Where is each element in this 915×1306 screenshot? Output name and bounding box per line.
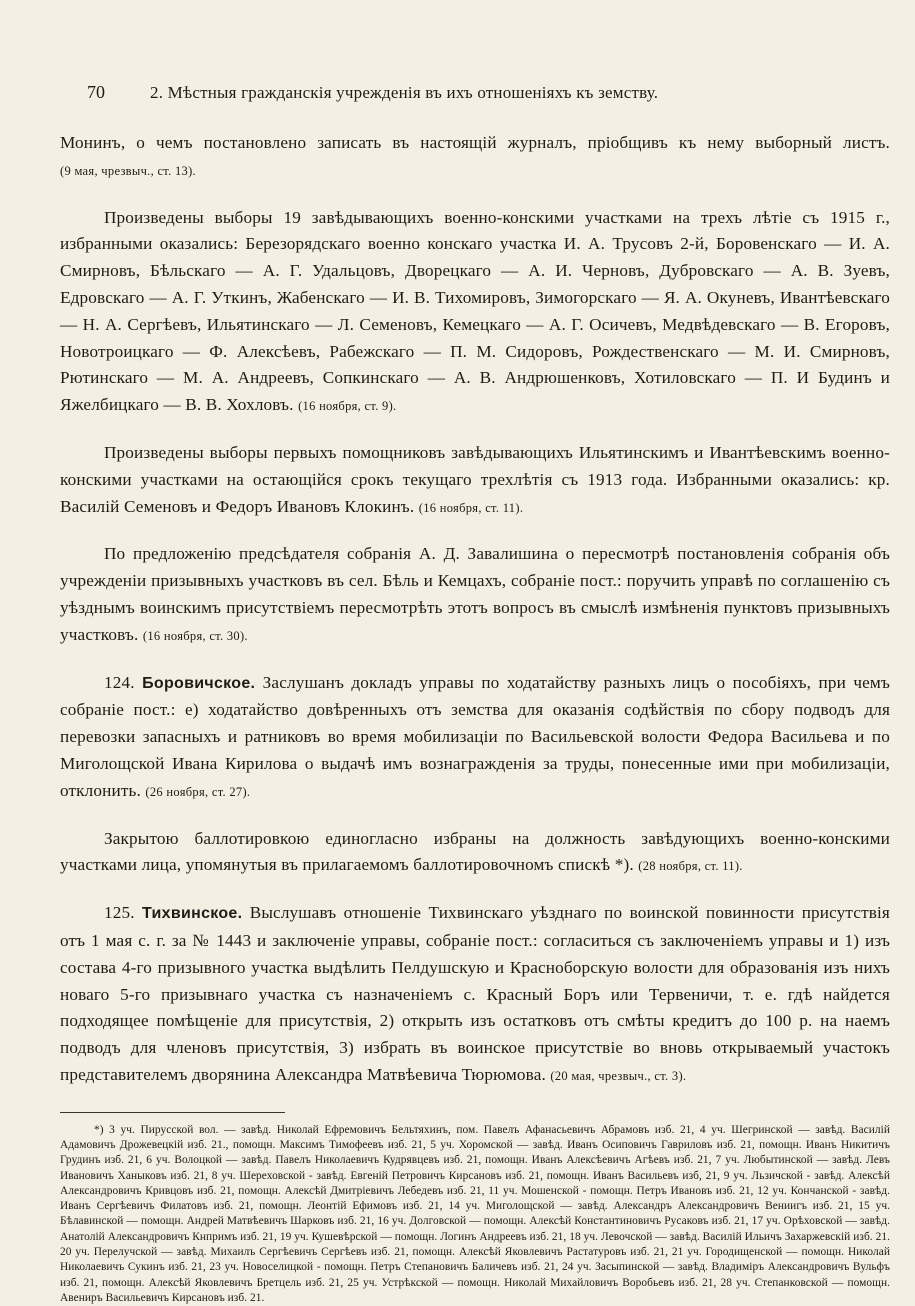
session-reference: (20 мая, чрезвыч., ст. 3). <box>550 1068 687 1083</box>
paragraph-6 <box>60 826 890 881</box>
paragraph-text: По предложенію предсѣдателя собранія А. Д. Завалишина о пересмотрѣ постановленія собранія объ учрежденіи призывныхъ участковъ въ сел. Бѣль и Кемцахъ, собраніе пост.: поручить управѣ по соглашенію съ уѣзднымъ воинскимъ присутствіемъ пересмотрѣть этотъ вопросъ въ смыслѣ измѣненія пунктовъ призывныхъ участковъ. <box>60 544 890 644</box>
paragraph-text: Заслушанъ докладъ управы по ходатайству разныхъ лицъ о пособіяхъ, при чемъ собраніе пост.: е) ходатайство довѣренныхъ отъ земства для оказанія содѣйствія по сбору подводъ для перевозки запасныхъ и ратниковъ во время мобилизаціи по Васильевской волости Федора Васильева и по Миголощской Ивана Кирилова о выдачѣ имъ вознагражденія за труды, понесенные ими при мобилизаціи, отклонить. <box>60 672 890 800</box>
paragraph-text: Произведены выборы первыхъ помощниковъ завѣдывающихъ Ильятинскимъ и Ивантѣевскимъ военно-конскими участками на остающійся срокъ текущаго трехлѣтія съ 1913 года. Избранными оказались: кр. Василій Семеновъ и Федоръ Ивановъ Клокинъ. <box>60 442 890 516</box>
section-124 <box>60 670 890 806</box>
document-page <box>60 82 890 1306</box>
session-reference: (16 ноября, ст. 11). <box>418 500 524 515</box>
section-number: 124. <box>104 672 135 692</box>
paragraph-text: Закрытою баллотировкою единогласно избраны на должность завѣдующихъ военно-конскими участками лица, упомянутыя въ прилагаемомъ баллотировочномъ спискѣ *). <box>60 828 890 875</box>
running-title: 2. Мѣстныя гражданскія учрежденія въ ихъ отношеніяхъ къ земству. <box>150 83 659 102</box>
section-number: 125. <box>104 903 135 923</box>
paragraph-2 <box>60 205 890 420</box>
footnote-divider <box>60 1112 285 1113</box>
paragraph-text: Выслушавъ отношеніе Тихвинскаго уѣзднаго по воинской повинности присутствія отъ 1 мая с. г. за № 1443 и заключеніе управы, собраніе пост.: согласиться съ заключеніемъ управы и 1) изъ состава 4-го призывного участка выдѣлить Пелдушскую и Красноборскую волости для образованія изъ нихъ новаго 5-го призывнаго участка съ назначеніемъ с. Красный Боръ или Тервеничи, т. е. гдѣ найдется подходящее помѣщеніе для присутствія, 2) открыть изъ остатковъ отъ смѣты кредитъ до 100 р. на наемъ подводъ для членовъ присутствія, 3) избрать въ воинское присутствіе во вновь открываемый участокъ представителемъ дворянина Александра Матвѣевича Тюрюмова. <box>60 903 890 1084</box>
session-reference: (16 ноября, ст. 30). <box>142 628 248 643</box>
session-reference: (28 ноября, ст. 11). <box>638 859 743 874</box>
section-125 <box>60 900 890 1090</box>
session-reference: (26 ноября, ст. 27). <box>145 784 251 799</box>
paragraph-text: Произведены выборы 19 завѣдывающихъ военно-конскими участками на трехъ лѣтіе съ 1915 г., избранными оказались: Березорядскаго военно конскаго участка И. А. Трусовъ 2-й, Боровенскаго — И. А. Смирновъ, Бѣльскаго — А. Г. Удальцовъ, Дворецкаго — А. И. Черновъ, Дубровскаго — А. В. Зуевъ, Едровскаго — А. Г. Уткинъ, Жабенскаго — И. В. Тихомировъ, Зимогорскаго — Я. А. Окуневъ, Ивантѣевскаго — Н. А. Сергѣевъ, Ильятинскаго — Л. Семеновъ, Кемецкаго — А. Г. Осичевъ, Медвѣдевскаго — В. Егоровъ, Новотроицкаго — Ф. Алексѣевъ, Рабежскаго — П. М. Сидоровъ, Рождественскаго — М. И. Смирновъ, Рютинскаго — М. А. Андреевъ, Сопкинскаго — А. В. Андрюшенковъ, Хотиловскаго — П. И Будинъ и Яжелбицкаго — В. В. Хохловъ. <box>60 207 890 415</box>
section-heading: Боровичское. <box>142 674 256 692</box>
footnote-text: *) 3 уч. Пирусской вол. — завѣд. Николай Ефремовичъ Бельтяхинъ, пом. Павелъ Афанасьевичъ Абрамовъ изб. 21, 4 уч. Шегринской — завѣд. Василій Адамовичъ Дрожевецкій изб. 21., помощн. Максимъ Тимофеевъ изб. 21, 5 уч. Хоромской — завѣд. Иванъ Осиповичъ Гавриловъ изб. 21, помощн. Иванъ Никитичъ Грудинъ изб. 21, 6 уч. Волоцкой — завѣд. Павелъ Николаевичъ Кудрявцевъ изб. 21, помощн. Иванъ Алексѣевичъ Агѣевъ изб. 21, 7 уч. Любытинской — завѣд. Левъ Ивановичъ Ханыковъ изб. 21, 8 уч. Шереховской - завѣд. Евгеній Петровичъ Кирсановъ изб. 21, помощн. Иванъ Васильевъ изб, 21, 9 уч. Льзичской - завѣд. Алексѣй Александровичъ Кривцовъ изб. 21, помощн. Алексѣй Дмитріевичъ Лебедевъ изб. 21, 11 уч. Мошенской - помощн. Петръ Ивановъ изб. 21, 12 уч. Кончанской - завѣд. Иванъ Сергѣевичъ Филатовъ изб. 21, помощн. Леонтій Ефимовъ изб. 21, 14 уч. Миголощской — завѣд. Александръ Александровичъ Вениигъ изб. 21, 15 уч. Бѣлавинской — помощн. Андрей Матвѣевичъ Шарковъ изб. 21, 16 уч. Долговской — помощн. Алексѣй Константиновичъ Русаковъ изб. 21, 17 уч. Орѣховской — завѣд. Анатолій Александровичъ Кнпримъ изб. 21, 19 уч. Кушевѣрской — помощн. Логинъ Андреевъ изб. 21, 18 уч. Левочской — завѣд. Василій Ильичъ Захаржевскій изб. 21. 20 уч. Перелучской — завѣд. Михаилъ Сергѣевичъ Сергѣевъ изб. 21, помощн. Алексѣй Яковлевичъ Растатуровъ изб. 21, 21 уч. Городищенской — помощн. Николай Николаевичъ Сукинъ изб. 21, 23 уч. Новоселицкой - помощн. Петръ Степановичъ Баличевъ изб. 21, 24 уч. Засыпинской — завѣд. Владиміръ Александровичъ Вульфъ изб. 21, помощн. Алексѣй Яковлевичъ Бретцель изб. 21, 25 уч. Устрѣкской — помощн. Николай Михайловичъ Воробьевъ изб. 21, 28 уч. Степанковской — помощн. Авениръ Васильевичъ Кирсановъ изб. 21. <box>60 1123 890 1304</box>
running-header <box>60 82 890 104</box>
page-number: 70 <box>87 82 105 102</box>
session-reference: (9 мая, чрезвыч., ст. 13). <box>60 163 196 178</box>
paragraph-text: Монинъ, о чемъ постановлено записать въ настоящій журналъ, пріобщивъ къ нему выборный листъ. <box>60 133 890 152</box>
section-heading: Тихвинское. <box>142 905 243 923</box>
paragraph-4 <box>60 541 890 649</box>
session-reference: (16 ноября, ст. 9). <box>298 399 397 414</box>
paragraph-3 <box>60 440 890 521</box>
footnote <box>60 1123 890 1306</box>
paragraph-1 <box>60 130 890 185</box>
